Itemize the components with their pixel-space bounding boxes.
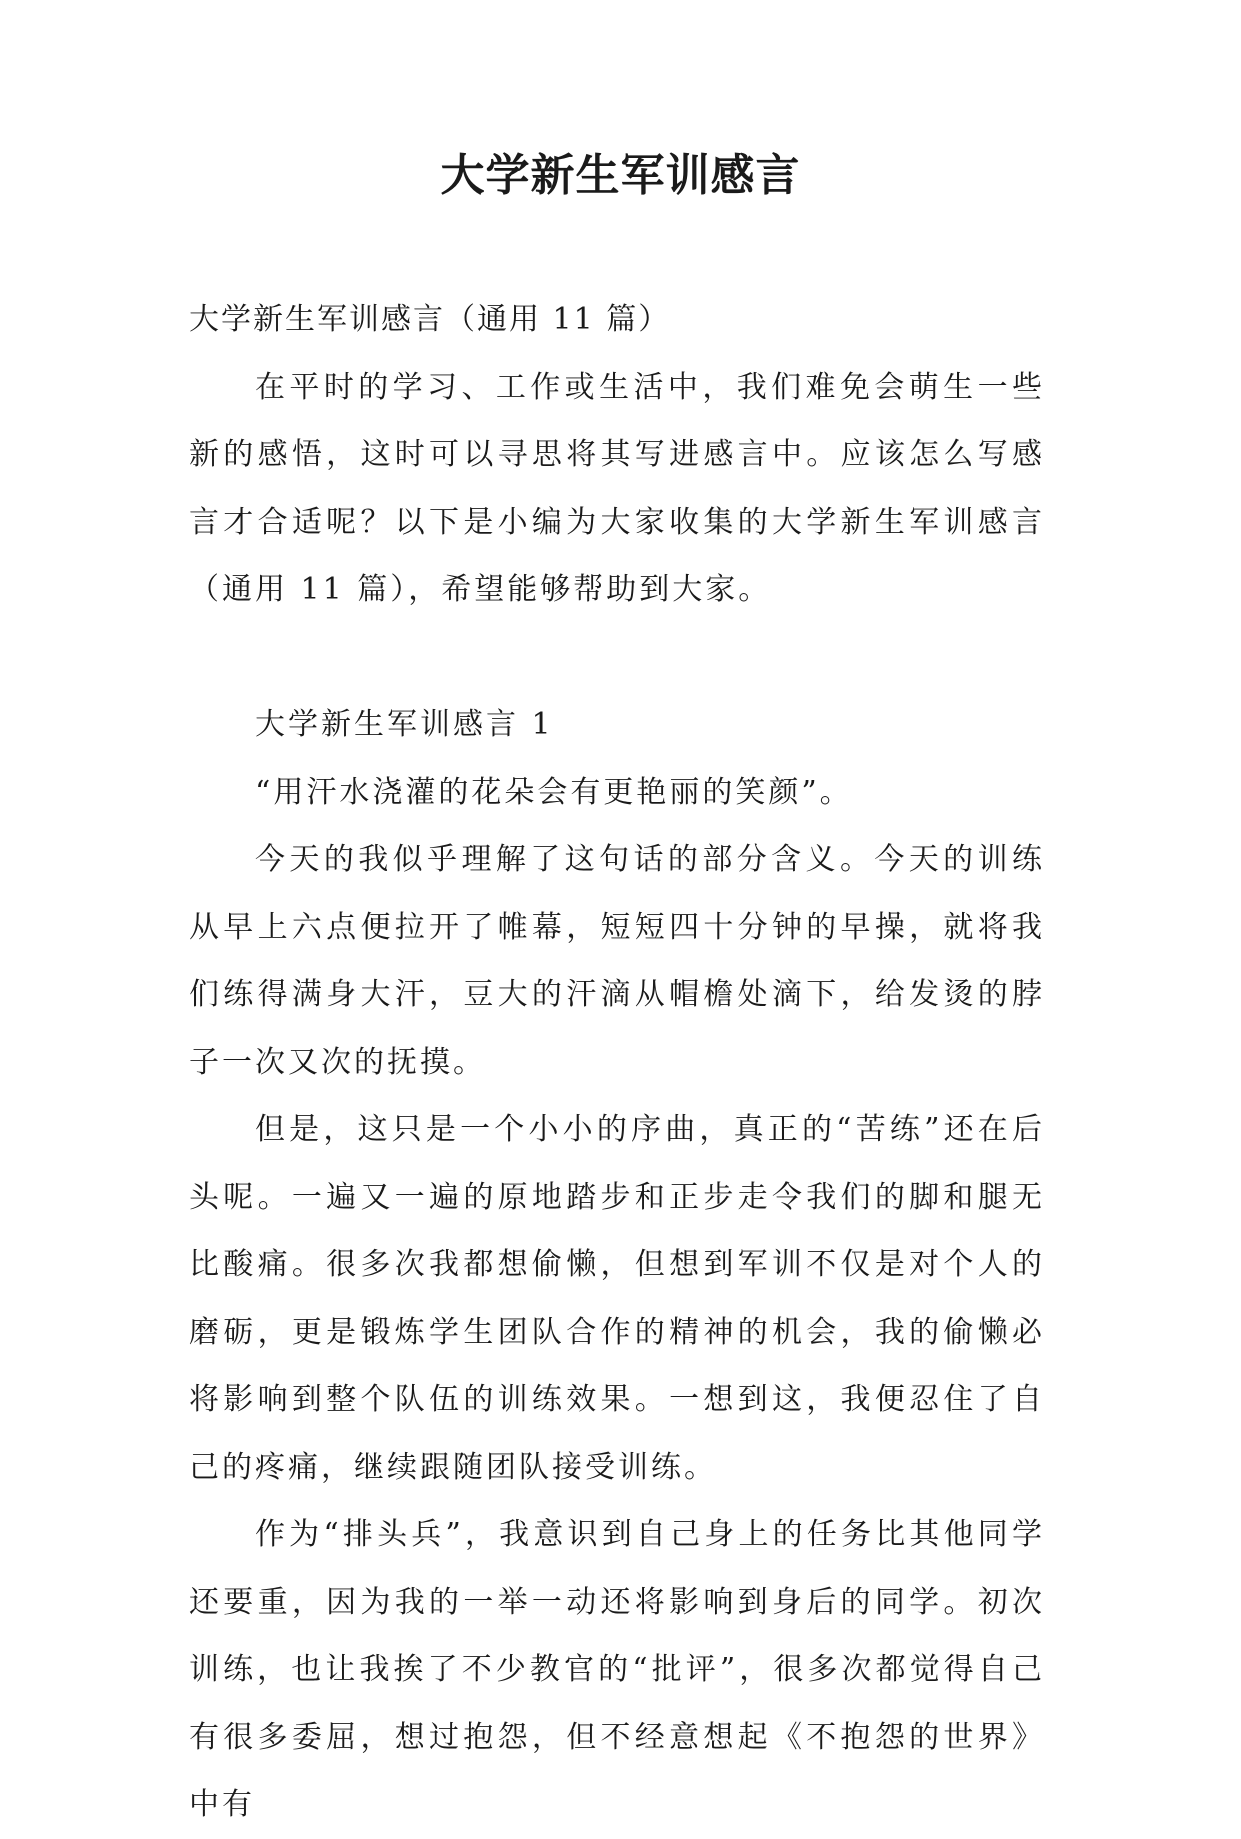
- body-paragraph: 作为“排头兵”，我意识到自己身上的任务比其他同学还要重，因为我的一举一动还将影响到身后的同学。初次训练，也让我挨了不少教官的“批评”，很多次都觉得自己有很多委屈，想过抱怨，但不经意想起《不抱怨的世界》中有: [189, 1517, 1045, 1822]
- body-paragraph: 但是，这只是一个小小的序曲，真正的“苦练”还在后头呢。一遍又一遍的原地踏步和正步走令我们的脚和腿无比酸痛。很多次我都想偷懒，但想到军训不仅是对个人的磨砺，更是锻炼学生团队合作的精神的机会，我的偷懒必将影响到整个队伍的训练效果。一想到这，我便忍住了自己的疼痛，继续跟随团队接受训练。: [189, 1112, 1045, 1485]
- body-paragraph: “用汗水浇灌的花朵会有更艳丽的笑颜”。: [255, 774, 853, 810]
- paragraph-gap: [189, 624, 1045, 692]
- section-heading: 大学新生军训感言 1: [255, 707, 554, 742]
- document-title: 大学新生军训感言: [440, 150, 801, 201]
- intro-paragraph: 在平时的学习、工作或生活中，我们难免会萌生一些新的感悟，这时可以寻思将其写进感言中。应该怎么写感言才合适呢？以下是小编为大家收集的大学新生军训感言（通用 11 篇），希望能够帮助到大家。: [189, 369, 1045, 607]
- document-subtitle: 大学新生军训感言（通用 11 篇）: [189, 302, 671, 337]
- document-body: [189, 286, 1045, 1839]
- body-paragraph: 今天的我似乎理解了这句话的部分含义。今天的训练从早上六点便拉开了帷幕，短短四十分钟的早操，就将我们练得满身大汗，豆大的汗滴从帽檐处滴下，给发烫的脖子一次又次的抚摸。: [189, 842, 1045, 1080]
